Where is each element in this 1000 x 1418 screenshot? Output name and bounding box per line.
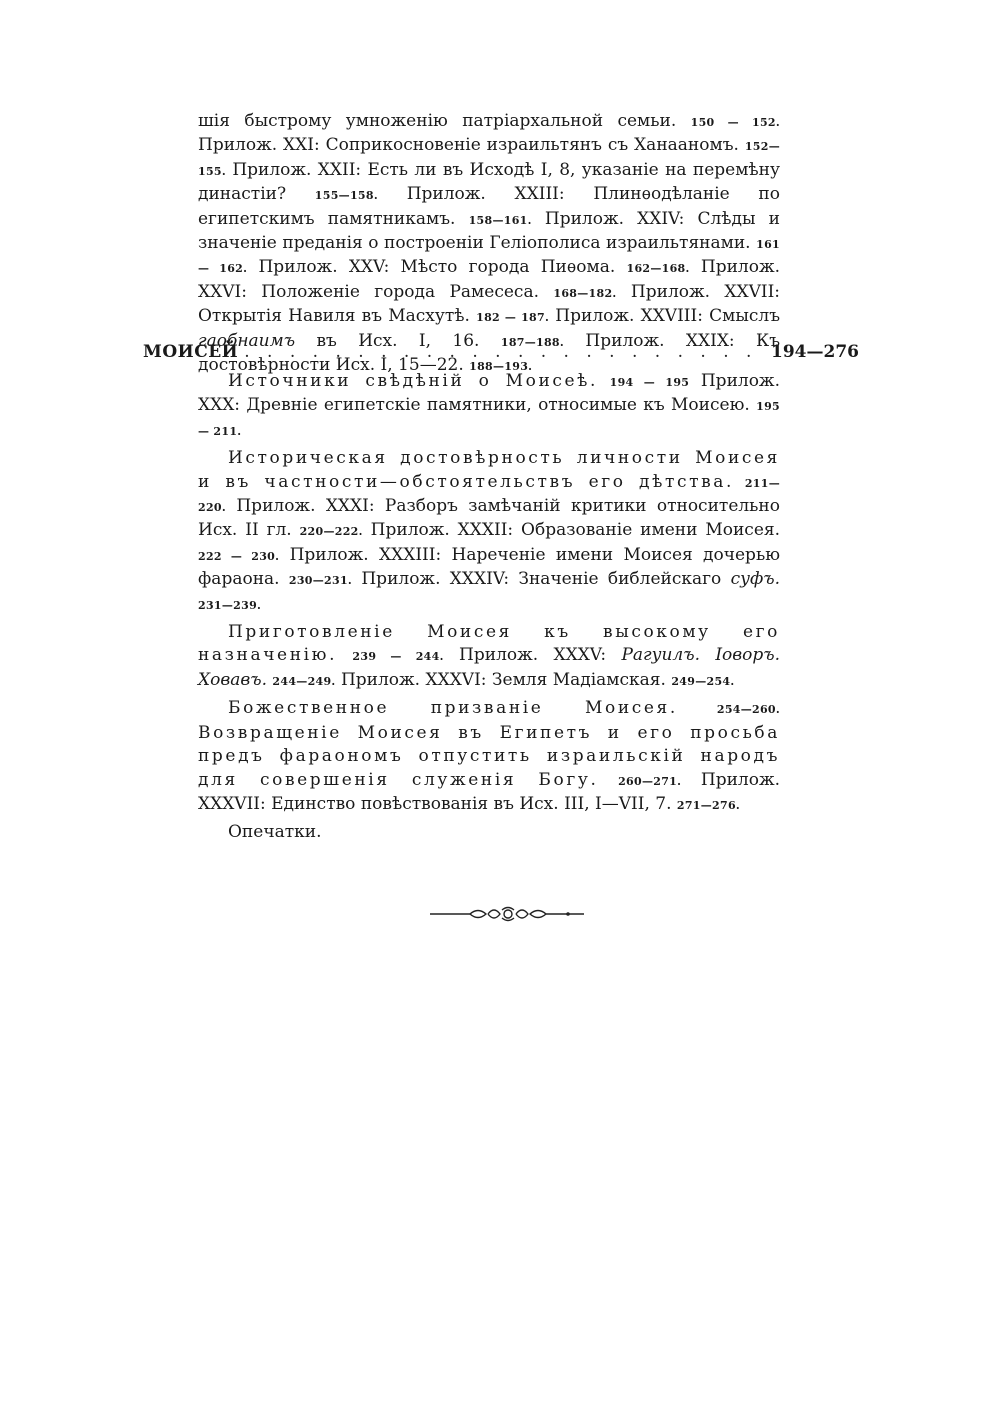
toc-text: Къ достовѣрности Исх. I, 15—22. (198, 330, 781, 376)
toc-text: Прилож. XXVI: Положеніе города Рамесеса. (198, 257, 780, 302)
dot-leader (244, 342, 765, 362)
page-range: 150 — 152. (690, 116, 780, 129)
italic-term: Рагуилъ. Іоворъ. Ховавъ. (198, 645, 781, 690)
page-range: 152—155. (198, 140, 781, 178)
section-heading: Божественное призваніе Моисея. (228, 698, 678, 719)
page-range: 182 — 187. (476, 311, 550, 325)
toc-text: въ Исх. I, 16. (316, 330, 480, 351)
page-range: 162—168. (626, 262, 690, 276)
italic-term: суфъ. (730, 569, 781, 590)
toc-text: Прилож. XXV: Мѣсто города (258, 257, 530, 278)
errata-line (198, 821, 780, 844)
page-range: 188—193. (469, 360, 533, 374)
chapter-heading (143, 342, 859, 366)
page-range: 211—220. (198, 476, 781, 515)
page-range: 260—271. (618, 774, 682, 788)
section-paragraph (198, 697, 780, 817)
toc-text: Прилож. XXIX: (585, 330, 735, 351)
section-text: Прилож. XXXVI: Земля Мадіамская. (340, 669, 666, 690)
page-range: 244—249. (272, 674, 336, 688)
section-heading: Источники свѣдѣній о Моисеѣ. (228, 371, 599, 391)
toc-text: Прилож. (232, 159, 312, 180)
section-heading: Историческая достовѣрность личности Моисея и въ частности—обстоятельствъ его дѣтства. (198, 448, 780, 492)
toc-text: XXII: Есть ли въ Исходѣ I, 8, указаніе на перемѣну династіи? (198, 159, 781, 205)
section-paragraph (198, 447, 780, 617)
section-paragraph (198, 621, 780, 693)
errata-label: Опечатки. (228, 822, 322, 843)
page-range: 254—260. (716, 703, 781, 717)
toc-text: Пиѳома. (540, 257, 616, 278)
toc-text: Прилож. (555, 306, 635, 327)
section-text: Прилож. XXXII: Образованіе имени Моисея. (370, 520, 781, 541)
section-text: Прилож. XXXI: Разборъ замѣчаній критики относительно Исх. II гл. (198, 496, 780, 541)
section-text: Прилож. XXXVII: Единство повѣствованія въ Исх. III, I—VII, 7. (198, 769, 781, 814)
section-text: Прилож. XXXV: (459, 645, 607, 666)
page-range: 155— (314, 189, 350, 203)
page-range: 230—231. (288, 574, 353, 588)
toc-text: Прилож. XXVII: Открытія Навиля въ Масхутѣ. (198, 281, 781, 327)
italic-term: гаобнаимъ (198, 330, 296, 351)
page-range: 187—188. (500, 335, 565, 349)
section-paragraph (198, 370, 780, 443)
toc-text: Прилож. XXIV: Слѣды и значеніе преданія о построеніи (198, 208, 780, 254)
decorative-ornament (428, 904, 588, 924)
page-range: 222 — 230. (198, 549, 280, 563)
page-range: 239 — 244. (352, 650, 444, 664)
page-range: 158. (349, 189, 378, 203)
toc-text: шія быстрому умноженію патріархальной семьи. (198, 111, 677, 131)
toc-text: Прилож. (198, 135, 278, 156)
section-text: Прилож. XXX: Древніе египетскіе памятники, относимые къ Моисею. (198, 371, 780, 416)
page-range: 161 — 162. (198, 238, 780, 276)
page-range: 249—254. (671, 674, 735, 688)
toc-text: XXI: Соприкосновеніе израильтянъ съ Ханааномъ. (283, 135, 739, 156)
toc-text: Геліополиса израильтянами. (489, 233, 751, 254)
section-text: Прилож. XXXIV: Значеніе библейскаго (361, 569, 722, 590)
page-range: 168—182. (553, 286, 617, 300)
page-range: 158—161. (468, 213, 532, 227)
section-text: Прилож. XXXIII: Нареченіе имени Моисея дочерью фараона. (198, 544, 780, 590)
page-range: 195 — 211. (198, 400, 780, 438)
page-range: 194 — 195 (609, 376, 690, 389)
toc-text: XXVIII: Смыслъ (640, 306, 781, 327)
toc-continuation-block (198, 110, 780, 378)
section-heading: Приготовленіе Моисея къ высокому его назначенію. (198, 622, 780, 666)
page-range: 220—222. (299, 525, 363, 539)
chapter-sections (198, 370, 780, 845)
page-range: 231—239. (198, 598, 262, 612)
toc-continuation-text (198, 110, 780, 378)
page-range: 271—276. (676, 798, 741, 812)
chapter-pages: 194—276 (771, 342, 859, 362)
toc-text: Прилож. XXIII: Плинѳодѣланіе по египетскимъ памятникамъ. (198, 184, 780, 229)
chapter-title: МОИСЕЙ (143, 342, 239, 362)
section-heading: Возвращеніе Моисея въ Египетъ и его просьба предъ фараономъ отпустить израильскій народъ для совершенія служенія Богу. (198, 722, 780, 790)
